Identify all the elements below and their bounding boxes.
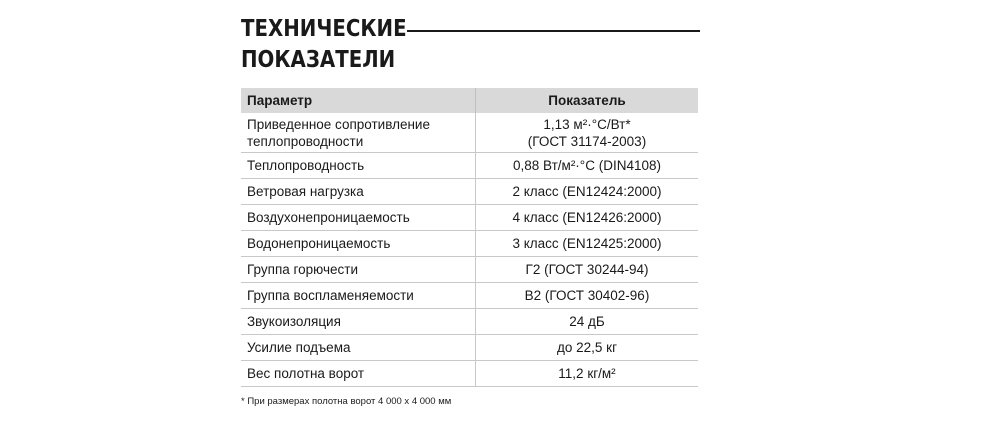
table-row (241, 257, 698, 283)
value-cell: 1,13 м²·°С/Вт* (ГОСТ 31174-2003) (476, 113, 699, 153)
specs-table (241, 88, 698, 387)
table-row (241, 153, 698, 179)
param-cell: Водонепроницаемость (241, 231, 476, 257)
value-cell: 4 класс (EN12426:2000) (476, 205, 699, 231)
table-header-row (241, 88, 698, 113)
value-cell: Г2 (ГОСТ 30244-94) (476, 257, 699, 283)
param-cell: Группа горючести (241, 257, 476, 283)
param-cell: Воздухонепроницаемость (241, 205, 476, 231)
table-row (241, 231, 698, 257)
table-row (241, 179, 698, 205)
value-cell: до 22,5 кг (476, 335, 699, 361)
param-cell: Звукоизоляция (241, 309, 476, 335)
value-cell: 2 класс (EN12424:2000) (476, 179, 699, 205)
title-line-1: ТЕХНИЧЕСКИЕ (241, 16, 407, 42)
table-row (241, 361, 698, 387)
param-cell: Вес полотна ворот (241, 361, 476, 387)
param-cell: Приведенное сопротивление теплопроводности (241, 113, 476, 153)
table-row (241, 283, 698, 309)
title-line-2: ПОКАЗАТЕЛИ (241, 47, 396, 73)
table-row (241, 335, 698, 361)
value-cell: 3 класс (EN12425:2000) (476, 231, 699, 257)
value-cell: 11,2 кг/м² (476, 361, 699, 387)
footnote: * При размерах полотна ворот 4 000 х 4 000 мм (241, 396, 452, 407)
value-cell: 24 дБ (476, 309, 699, 335)
table-row (241, 309, 698, 335)
table-row (241, 113, 698, 153)
column-header-param: Параметр (241, 88, 476, 113)
value-cell: В2 (ГОСТ 30402-96) (476, 283, 699, 309)
section-title (241, 14, 701, 76)
column-header-value: Показатель (476, 88, 699, 113)
title-divider (407, 30, 700, 32)
param-cell: Усилие подъема (241, 335, 476, 361)
param-cell: Теплопроводность (241, 153, 476, 179)
value-cell: 0,88 Вт/м²·°С (DIN4108) (476, 153, 699, 179)
param-cell: Ветровая нагрузка (241, 179, 476, 205)
table-row (241, 205, 698, 231)
param-cell: Группа воспламеняемости (241, 283, 476, 309)
